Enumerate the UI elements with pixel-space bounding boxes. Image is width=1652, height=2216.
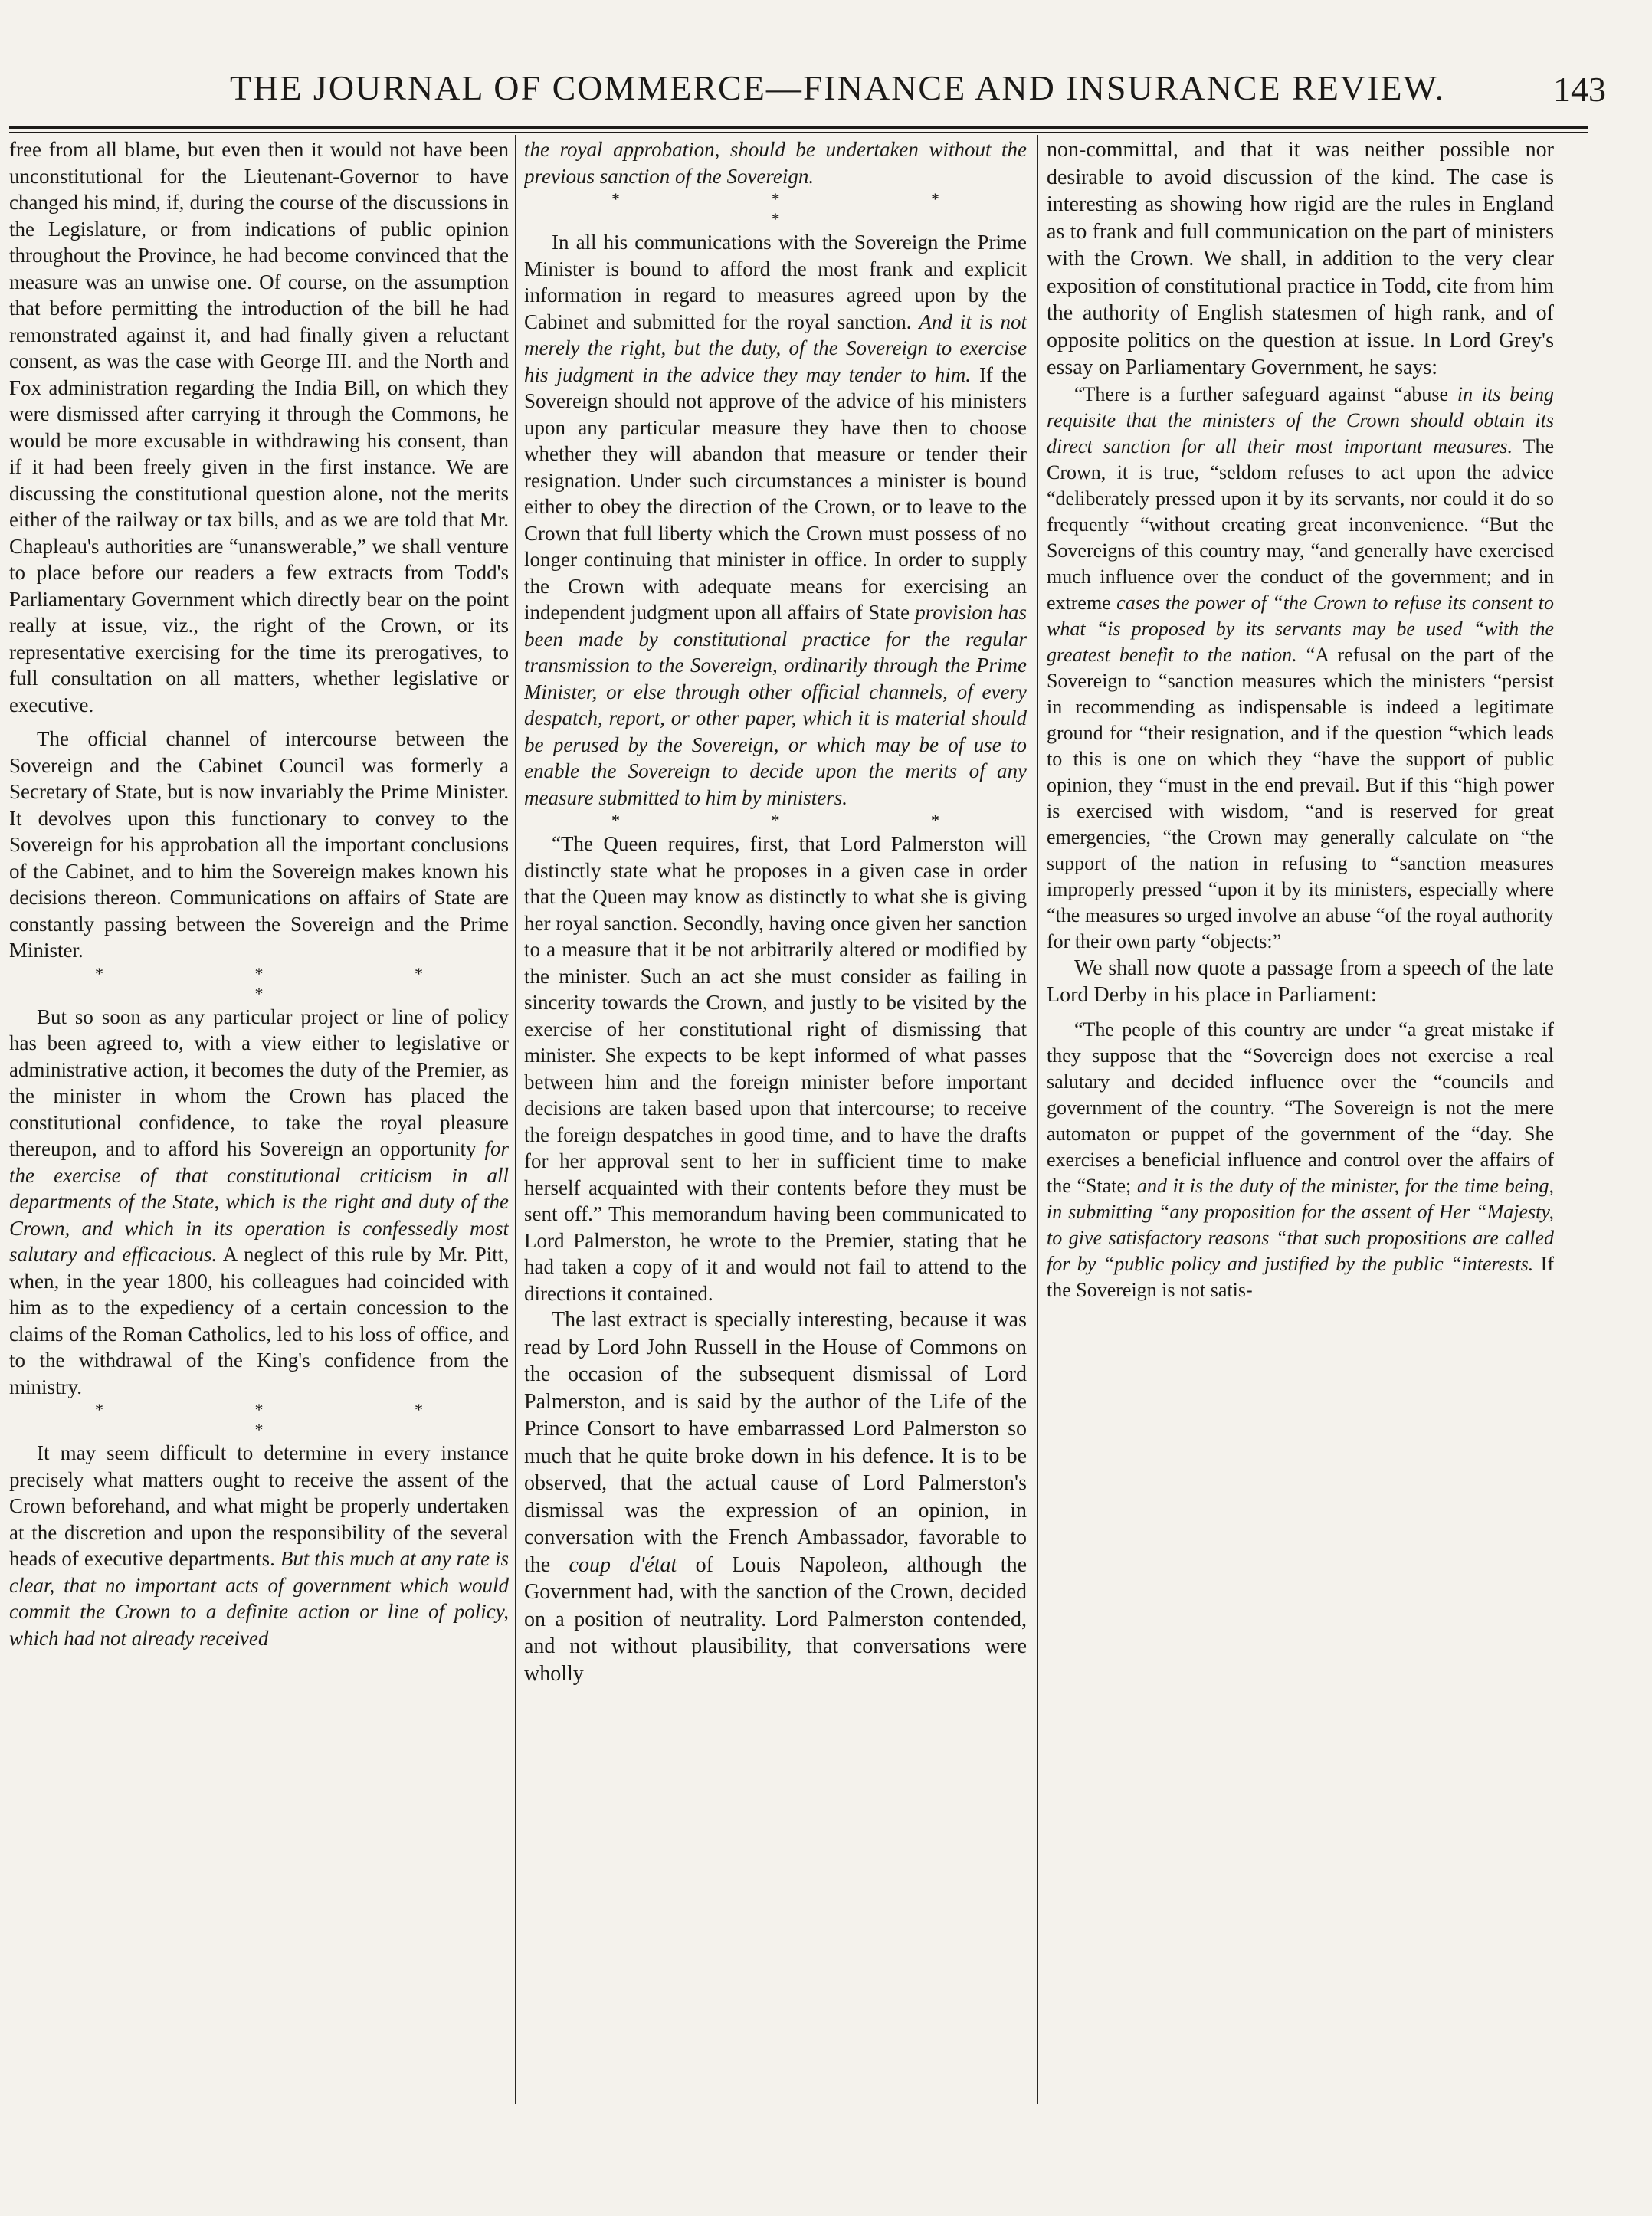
col1-ornament-stars-1: * * * *	[95, 963, 497, 1003]
col1-p3-text: But so soon as any particular project or line of policy has been agreed to, with a view either to legislative or administrative action, it becomes the duty of the Premier, as the minister in whom the Crown has placed the constitutional confidence, to take the royal pleasure thereupon, and to afford his Sovereign an opportunity	[9, 1005, 509, 1160]
col1-paragraph-2: The official channel of intercourse between the Sovereign and the Cabinet Council was formerly a Secretary of State, but is now invariably the Prime Minister. It devolves upon this functionary to convey to the Sovereign for his approbation all the important conclusions of the Cabinet, and to him the Sovereign makes known his decisions thereon. Communications on affairs of State are constantly passing between the Sovereign and the Prime Minister.	[9, 727, 509, 962]
col2-ornament-stars-2: * * *	[611, 811, 1013, 830]
col2-p1-italic: the royal approbation, should be undertaken without the previous sanction of the Sovereign.	[524, 138, 1027, 188]
col2-p4-text-2: of Louis Napoleon, although the Government had, with the sanction of the Crown, decided on a position of neutrality. Lord Palmerston contended, and not without plausibility, that conversations were wholly	[524, 1552, 1027, 1686]
column-3	[1047, 136, 1554, 2129]
col3-paragraph-1: non-committal, and that it was neither possible nor desirable to avoid discussion of the kind. The case is interesting as showing how rigid are the rules in England as to frank and full communication on the part of ministers with the Crown. We shall, in addition to the very clear exposition of constitutional practice in Todd, cite from him the authority of English statesmen of high rank, and of opposite politics on the question at issue. In Lord Grey's essay on Parliamentary Government, he says:	[1047, 138, 1554, 379]
header-rule-thick	[9, 126, 1588, 129]
header-rule-thin	[9, 132, 1588, 133]
col1-paragraph-1: free from all blame, but even then it would not have been unconstitutional for the Lieutenant-Governor to have changed his mind, if, during the course of the discussions in the Legislature, or from indications of public opinion throughout the Province, he had become convinced that the measure was an unwise one. Of course, on the assumption that before permitting the introduction of the bill he had remonstrated against it, and had finally given a reluctant consent, as was the case with George III. and the North and Fox administration regarding the India Bill, on which they were dismissed after carrying it through the Commons, he would be more excusable in withdrawing his consent, than if it had been freely given in the first instance. We are discussing the constitutional question alone, not the merits either of the railway or tax bills, and as we are told that Mr. Chapleau's authorities are “unanswerable,” we shall venture to place before our readers a few extracts from Todd's Parliamentary Government which directly bear on the point really at issue, viz., the right of the Crown, or its representative exercising for the time its prerogatives, to full consultation on all matters, whether legislative or executive.	[9, 138, 509, 716]
col3-q2-text-2: If the Sovereign is not satis-	[1047, 1252, 1554, 1301]
col2-paragraph-2	[524, 229, 1027, 811]
col1-ornament-stars-2: * * * *	[95, 1400, 497, 1439]
page-number: 143	[1553, 70, 1606, 109]
col2-p2-italic-2: provision has been made by constitutional practice for the regular transmission to the Sovereign, ordinarily through the Prime Minister, or else through other official channels, of every despatch, report, or other paper, which it is material should be perused by the Sovereign, or which may be of use to enable the Sovereign to decide upon the merits of any measure submitted to him by ministers.	[524, 601, 1027, 809]
col3-q1-text-3: “A refusal on the part of the Sovereign to “sanction measures which the ministers “persist in recommending as indispensable is indeed a legitimate ground for “their resignation, and if the question “which leads to this is one on which they “have the support of public opinion, they “must in the end prevail. But if this “high power is exercised with wisdom, “and is reserved for great emergencies, “the Crown may generally calculate on “the support of the nation in refusing to “sanction measures improperly pressed “upon it by its ministers, especially where “the measures so urged involve an abuse “of the royal authority for their own party “objects:”	[1047, 643, 1554, 952]
page-header	[0, 67, 1652, 121]
col1-paragraph-3	[9, 1004, 509, 1401]
col2-paragraph-4	[524, 1306, 1027, 1687]
col3-q1-text: “There is a further safeguard against “abuse	[1074, 382, 1457, 405]
col1-p4-text: It may seem difficult to determine in every instance precisely what matters ought to receive the assent of the Crown beforehand, and what might be properly undertaken at the discretion and upon the responsibility of the several heads of executive departments.	[9, 1441, 509, 1570]
col2-p2-italic: And it is not merely the right, but the duty, of the Sovereign to exercise his judgment in the advice they may tender to him.	[524, 310, 1027, 386]
col1-paragraph-4	[9, 1440, 509, 1651]
col1-p4-italic: But this much at any rate is clear, that no important acts of government which would commit the Crown to a definite action or line of policy, which had not already received	[9, 1547, 509, 1650]
col2-p2-text: In all his communications with the Sovereign the Prime Minister is bound to afford the most frank and explicit information in regard to measures agreed upon by the Cabinet and submitted for the royal sanction.	[524, 231, 1027, 333]
col2-p4-italic: coup d'état	[569, 1552, 677, 1577]
col3-quote-grey	[1047, 382, 1554, 955]
col1-p3-text-2: A neglect of this rule by Mr. Pitt, when, in the year 1800, his colleagues had coincided with him as to the expediency of a certain concession to the claims of the Roman Catholics, led to his loss of office, and to the withdrawal of the King's confidence from the ministry.	[9, 1243, 509, 1398]
col3-paragraph-2: We shall now quote a passage from a speech of the late Lord Derby in his place in Parliament:	[1047, 956, 1554, 1007]
col3-q1-text-2: The Crown, it is true, “seldom refuses to act upon the advice “deliberately pressed upon it by its servants, nor could it do so frequently “without creating great inconvenience. “But the Sovereigns of this country may, “and generally have exercised much influence over the conduct of the government; and in extreme	[1047, 434, 1554, 614]
column-1	[9, 136, 509, 2129]
col2-ornament-stars-1: * * * *	[611, 189, 1013, 228]
col2-paragraph-3: “The Queen requires, first, that Lord Palmerston will distinctly state what he proposes in a given case in order that the Queen may know as distinctly to what she is giving her royal sanction. Secondly, having once given her sanction to a measure that it be not arbitrarily altered or modified by the minister. Such an act she must consider as failing in sincerity towards the Crown, and justly to be visited by the exercise of her constitutional right of dismissing that minister. She expects to be kept informed of what passes between him and the foreign minister before important decisions are taken based upon that intercourse; to receive the foreign despatches in good time, and to have the drafts for her approval sent to her in sufficient time to make herself acquainted with their contents before they must be sent off.” This memorandum having been communicated to Lord Palmerston, he wrote to the Premier, stating that he had taken a copy of it and would not fail to attend to the directions it contained.	[524, 832, 1027, 1305]
col3-q2-italic: and it is the duty of the minister, for the time being, in submitting “any proposition for the assent of Her “Majesty, to give satisfactory reasons “that such propositions are called for by “public policy and justified by the public “interests.	[1047, 1174, 1554, 1275]
column-divider-2	[1037, 135, 1038, 2104]
col3-quote-derby	[1047, 1017, 1554, 1303]
col1-p3-italic: for the exercise of that constitutional criticism in all departments of the State, which is the right and duty of the Crown, and which in its operation is confessedly most salutary and efficacious.	[9, 1137, 509, 1266]
column-2	[524, 136, 1027, 2129]
col2-p4-text: The last extract is specially interesting, because it was read by Lord John Russell in the House of Commons on the occasion of the subsequent dismissal of Lord Palmerston, and is said by the author of the Life of the Prince Consort to have embarrassed Lord Palmerston so much that he quite broke down in his defence. It is to be observed, that the actual cause of Lord Palmerston's dismissal was the expression of an opinion, in conversation with the French Ambassador, favorable to the	[524, 1308, 1027, 1577]
col2-paragraph-1	[524, 136, 1027, 189]
col3-q2-text: “The people of this country are under “a great mistake if they suppose that the “Sovereign does not exercise a real salutary and decided influence over the “councils and government of the country. “The Sovereign is not the mere automaton or puppet of the government of the “day. She exercises a beneficial influence and control over the affairs of the “State;	[1047, 1018, 1554, 1197]
col3-q1-italic-2: cases the power of “the Crown to refuse its consent to what “is proposed by its servants may be used “with the greatest benefit to the nation.	[1047, 591, 1554, 666]
col3-q1-italic: in its being requisite that the ministers of the Crown should obtain its direct sanction for all their most important measures.	[1047, 382, 1554, 457]
running-title: THE JOURNAL OF COMMERCE—FINANCE AND INSURANCE REVIEW.	[230, 68, 1446, 107]
column-divider-1	[515, 135, 516, 2104]
col2-p2-text-2: If the Sovereign should not approve of the advice of his ministers upon any particular measure they have then to choose whether they will abandon that measure or tender their resignation. Under such circumstances a minister is bound either to obey the direction of the Crown, or to leave to the Crown that full liberty which the Crown must possess of no longer continuing that minister in office. In order to supply the Crown with adequate means for exercising an independent judgment upon all affairs of State	[524, 362, 1027, 624]
